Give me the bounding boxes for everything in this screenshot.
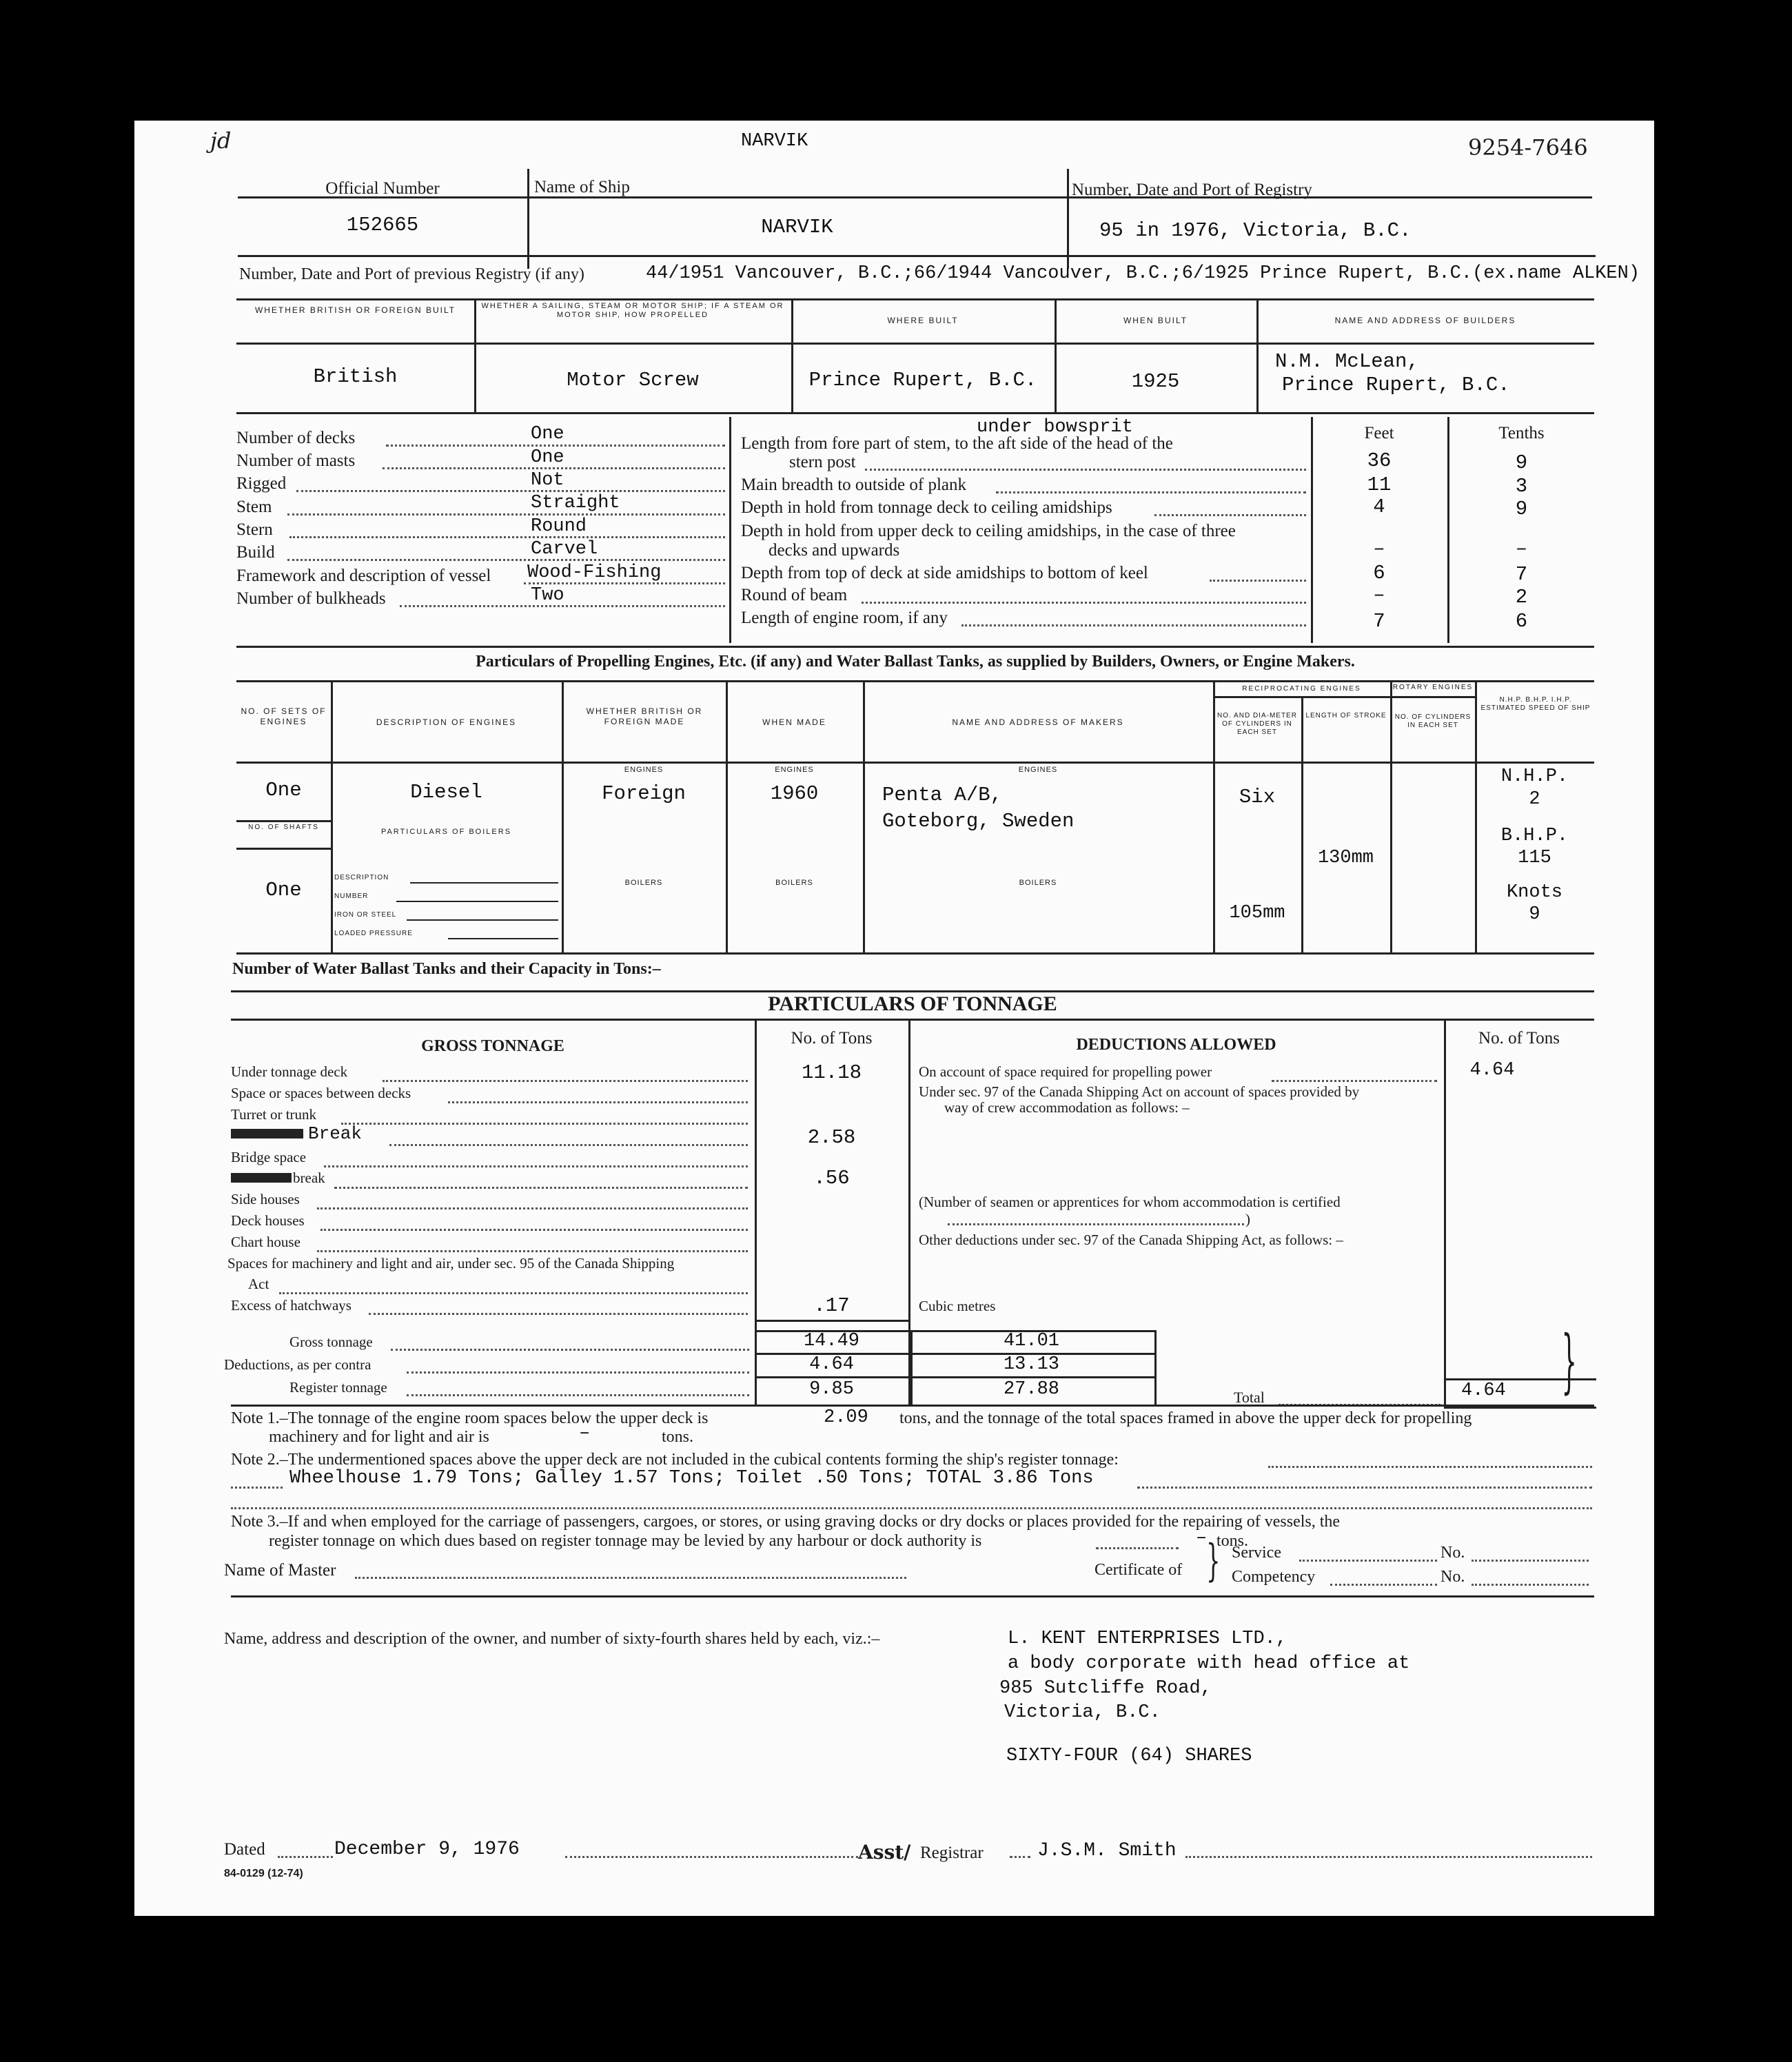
makers-header: NAME AND ADDRESS OF MAKERS: [952, 717, 1124, 727]
deck-houses-label: Deck houses: [231, 1212, 305, 1229]
gross-cubic: 41.01: [1003, 1331, 1059, 1351]
master-label: Name of Master: [224, 1561, 336, 1580]
owner-line-1: L. KENT ENTERPRISES LTD.,: [1008, 1629, 1287, 1649]
breadth-label: Main breadth to outside of plank: [741, 476, 967, 494]
break-label: Break: [308, 1123, 363, 1144]
engine-when-made: 1960: [770, 782, 819, 805]
reference-number: 9254-7646: [1468, 134, 1588, 161]
round-beam-feet: –: [1373, 584, 1385, 606]
detail-bulkheads-label: Number of bulkheads: [236, 589, 386, 608]
length-feet: 36: [1367, 449, 1392, 472]
competency-no-label: No.: [1440, 1568, 1465, 1586]
register-tons: 9.85: [809, 1379, 854, 1400]
depth-keel-feet: 6: [1373, 562, 1385, 584]
under-deck-tons: 11.18: [801, 1061, 862, 1084]
rigged-value: Not: [531, 470, 564, 491]
build-origin: British: [313, 365, 398, 388]
poop-break-label: break: [293, 1170, 325, 1186]
machinery-spaces-label: Spaces for machinery and light and air, under sec. 95 of the Canada Shipping: [227, 1255, 675, 1272]
other-deductions-label: Other deductions under sec. 97 of the Canada Shipping Act, as follows: –: [919, 1232, 1343, 1248]
certificate-label: Certificate of: [1094, 1561, 1183, 1579]
description-header: DESCRIPTION OF ENGINES: [376, 717, 517, 727]
cubic-metres-label: Cubic metres: [919, 1298, 996, 1314]
breadth-tenths: 3: [1515, 475, 1528, 498]
competency-label: Competency: [1232, 1568, 1316, 1586]
ballast-tanks: Number of Water Ballast Tanks and their Capacity in Tons:–: [232, 960, 661, 978]
owner-line-2: a body corporate with head office at: [1008, 1653, 1410, 1674]
propelling-power-label: On account of space required for propelling power: [919, 1063, 1212, 1080]
detail-stem-label: Stem: [236, 498, 272, 516]
registrar-label: Registrar: [920, 1844, 984, 1862]
owner-label: Name, address and description of the owner, and number of sixty-fourth shares held by each, viz.:–: [224, 1630, 880, 1648]
bhp-label: B.H.P.: [1500, 826, 1569, 846]
deduction-cubic: 13.13: [1003, 1354, 1059, 1375]
boilers-particulars-header: PARTICULARS OF BOILERS: [380, 828, 512, 836]
stern-value: Round: [531, 516, 587, 537]
cylinder-diameter: 105mm: [1229, 903, 1285, 923]
seamen-close: ): [1245, 1211, 1250, 1227]
depth-tonnage-feet: 4: [1373, 496, 1385, 518]
gross-tonnage-label: Gross tonnage: [289, 1334, 373, 1350]
depth-keel-label: Depth from top of deck at side amidships to bottom of keel: [741, 564, 1148, 582]
register-form: [134, 121, 1654, 1916]
engine-description: Diesel: [410, 781, 482, 804]
stem-value: Straight: [531, 493, 620, 513]
cylinders-header: NO. AND DIA-METER OF CYLINDERS IN EACH SET: [1217, 712, 1297, 736]
where-built: Prince Rupert, B.C.: [808, 369, 1037, 391]
seamen-label: (Number of seamen or apprentices for whom accommodation is certified: [919, 1194, 1341, 1210]
breadth-feet: 11: [1367, 473, 1392, 496]
where-built-header: WHERE BUILT: [887, 316, 959, 325]
note-2-spaces: Wheelhouse 1.79 Tons; Galley 1.57 Tons; Toilet .50 Tons; TOTAL 3.86 Tons: [289, 1468, 1094, 1489]
engine-origin: Foreign: [602, 782, 686, 805]
detail-decks-label: Number of decks: [236, 429, 356, 447]
boilers-subhead: BOILERS: [624, 879, 663, 887]
bulkheads-value: Two: [531, 585, 564, 606]
knots-label: Knots: [1506, 882, 1562, 903]
cylinder-count: Six: [1239, 786, 1276, 808]
length-label: Length from fore part of stem, to the aft side of the head of the: [741, 434, 1173, 453]
boiler-description-label: DESCRIPTION: [334, 874, 389, 881]
deduction-tons-header: No. of Tons: [1478, 1029, 1560, 1048]
turret-label: Turret or trunk: [231, 1106, 317, 1123]
builders-header: NAME AND ADDRESS OF BUILDERS: [1334, 316, 1516, 325]
registry-label: Number, Date and Port of Registry: [1072, 181, 1312, 199]
boiler-iron-label: IRON OR STEEL: [334, 911, 397, 919]
shafts-count: One: [265, 879, 302, 901]
origin-made-header: WHETHER BRITISH OR FOREIGN MADE: [586, 706, 703, 726]
engines-subhead: ENGINES: [1018, 766, 1058, 774]
stroke-header: LENGTH OF STROKE: [1305, 712, 1387, 719]
power-header: N.H.P. B.H.P. I.H.P. ESTIMATED SPEED OF SHIP: [1480, 696, 1591, 712]
service-no-label: No.: [1440, 1544, 1465, 1562]
boilers-subhead: BOILERS: [1019, 879, 1057, 887]
builder-name: N.M. McLean,: [1275, 350, 1419, 373]
previous-registry: 44/1951 Vancouver, B.C.;66/1944 Vancouver, B.C.;6/1925 Prince Rupert, B.C.(ex.name ALKEN): [646, 263, 1640, 284]
detail-masts-label: Number of masts: [236, 451, 356, 470]
detail-framework-label: Framework and description of vessel: [236, 566, 491, 585]
nhp-label: N.H.P.: [1500, 766, 1569, 787]
service-label: Service: [1232, 1544, 1281, 1562]
boilers-subhead: BOILERS: [775, 879, 813, 887]
note-3-c: tons.: [1216, 1532, 1249, 1550]
asst-label: Asst/: [858, 1841, 911, 1864]
propelling-power-tons: 4.64: [1469, 1060, 1515, 1081]
note-1-b: tons, and the tonnage of the total spaces framed in above the upper deck for propelling: [899, 1409, 1472, 1427]
stroke-length: 130mm: [1317, 848, 1374, 868]
decks-value: One: [531, 424, 564, 445]
deductions-header: DEDUCTIONS ALLOWED: [1076, 1036, 1276, 1054]
depth-tonnage-tenths: 9: [1515, 498, 1528, 520]
gross-tons: 14.49: [803, 1331, 859, 1351]
tenths-header: Tenths: [1498, 424, 1545, 442]
hatchways-tons: .17: [813, 1294, 850, 1317]
maker-name: Penta A/B,: [882, 784, 1003, 806]
depth-keel-tenths: 7: [1515, 563, 1528, 586]
note-3: Note 3.–If and when employed for the carriage of passengers, cargoes, or stores, or using graving docks or dry docks or places provided for the repairing of vessels, the: [231, 1513, 1341, 1531]
brace: }: [1206, 1535, 1221, 1586]
depth-upper-feet: –: [1373, 538, 1385, 560]
struck-text: [231, 1173, 292, 1183]
framework-value: Wood-Fishing: [527, 562, 662, 583]
note-1: Note 1.–The tonnage of the engine room spaces below the upper deck is: [231, 1409, 709, 1427]
note-1-engine-tons: 2.09: [824, 1407, 868, 1428]
builder-address: Prince Rupert, B.C.: [1282, 374, 1510, 396]
bridge-label: Bridge space: [231, 1149, 307, 1165]
registry-value: 95 in 1976, Victoria, B.C.: [1099, 219, 1412, 242]
owner-line-4: Victoria, B.C.: [1004, 1702, 1161, 1723]
date-value: December 9, 1976: [334, 1839, 520, 1860]
chart-house-label: Chart house: [231, 1234, 301, 1250]
ship-name-label: Name of Ship: [534, 178, 630, 196]
propulsion: Motor Screw: [567, 369, 699, 391]
under-deck-label: Under tonnage deck: [231, 1063, 348, 1080]
depth-upper-label: Depth in hold from upper deck to ceiling amidships, in the case of three: [741, 522, 1236, 540]
note-1-c: machinery and for light and air is: [269, 1428, 489, 1446]
note-3-b: register tonnage on which dues based on register tonnage may be levied by any harbour or dock authority is: [269, 1532, 982, 1550]
side-houses-label: Side houses: [231, 1191, 300, 1207]
reciprocating-header: RECIPROCATING ENGINES: [1242, 685, 1361, 693]
register-cubic: 27.88: [1003, 1379, 1059, 1400]
machinery-act-label: Act: [248, 1276, 269, 1292]
poop-break-tons: .56: [813, 1167, 850, 1190]
knots-value: 9: [1529, 904, 1540, 925]
boiler-number-label: NUMBER: [334, 892, 369, 900]
note-1-framed-tons: –: [579, 1423, 591, 1444]
engine-room-tenths: 6: [1515, 610, 1528, 633]
hatchways-label: Excess of hatchways: [231, 1297, 352, 1314]
bowsprit-insert: under bowsprit: [977, 417, 1133, 438]
gross-tonnage-header: GROSS TONNAGE: [421, 1037, 564, 1055]
rotary-header: ROTARY ENGINES: [1392, 684, 1474, 691]
feet-header: Feet: [1364, 424, 1394, 442]
masts-value: One: [531, 447, 564, 468]
build-value: Carvel: [531, 539, 598, 560]
note-2: Note 2.–The undermentioned spaces above the upper deck are not included in the cubical contents forming the ship's register tonnage:: [231, 1451, 1119, 1469]
deductions-contra-label: Deductions, as per contra: [224, 1356, 371, 1373]
struck-text: [231, 1129, 303, 1139]
brace: }: [1561, 1320, 1577, 1401]
note-1-d: tons.: [662, 1428, 694, 1446]
build-origin-header: WHETHER BRITISH OR FOREIGN BUILT: [254, 305, 456, 315]
sets-header: NO. OF SETS OF ENGINES: [241, 706, 327, 726]
depth-tonnage-label: Depth in hold from tonnage deck to ceiling amidships: [741, 498, 1112, 517]
detail-stern-label: Stern: [236, 520, 273, 539]
length-tenths: 9: [1515, 451, 1528, 474]
engines-title: Particulars of Propelling Engines, Etc. (if any) and Water Ballast Tanks, as supplied by Builders, Owners, or Engine Makers.: [476, 653, 1355, 671]
top-ship-name: NARVIK: [741, 131, 808, 152]
engine-room-length-label: Length of engine room, if any: [741, 609, 948, 627]
between-decks-label: Space or spaces between decks: [231, 1085, 411, 1101]
crew-accommodation-label: Under sec. 97 of the Canada Shipping Act on account of spaces provided by: [919, 1083, 1360, 1100]
engine-room-feet: 7: [1373, 610, 1385, 633]
crew-accommodation-label-2: way of crew accommodation as follows: –: [944, 1099, 1190, 1116]
boiler-pressure-label: LOADED PRESSURE: [334, 930, 413, 937]
total-deductions: 4.64: [1461, 1380, 1506, 1401]
depth-upper-label-2: decks and upwards: [768, 541, 900, 560]
maker-address: Goteborg, Sweden: [882, 810, 1075, 833]
ship-name: NARVIK: [761, 216, 833, 238]
engine-sets: One: [265, 779, 302, 802]
official-number-label: Official Number: [325, 179, 440, 198]
rotary-cylinders-header: NO. OF CYLINDERS IN EACH SET: [1394, 713, 1472, 729]
when-built-header: WHEN BUILT: [1123, 316, 1188, 325]
detail-rigged-label: Rigged: [236, 474, 287, 493]
official-number: 152665: [346, 214, 419, 236]
depth-upper-tenths: –: [1515, 538, 1528, 560]
previous-registry-label: Number, Date and Port of previous Registry (if any): [239, 265, 584, 283]
deduction-tons: 4.64: [809, 1354, 854, 1375]
break-tons: 2.58: [807, 1126, 856, 1149]
when-made-header: WHEN MADE: [762, 717, 826, 727]
tonnage-title: PARTICULARS OF TONNAGE: [768, 992, 1057, 1015]
owner-shares: SIXTY-FOUR (64) SHARES: [1006, 1746, 1252, 1766]
engines-subhead: ENGINES: [624, 766, 664, 774]
register-tonnage-label: Register tonnage: [289, 1379, 387, 1396]
engines-subhead: ENGINES: [775, 766, 814, 774]
detail-build-label: Build: [236, 543, 275, 562]
round-beam-label: Round of beam: [741, 586, 848, 604]
note-3-tons: –: [1196, 1528, 1208, 1549]
length-label-2: stern post: [789, 453, 856, 471]
registrar-name: J.S.M. Smith: [1037, 1840, 1177, 1861]
owner-line-3: 985 Sutcliffe Road,: [999, 1678, 1212, 1699]
nhp-value: 2: [1529, 789, 1540, 810]
bhp-value: 115: [1518, 848, 1551, 868]
dated-label: Dated: [224, 1840, 265, 1859]
gross-tons-header: No. of Tons: [791, 1029, 873, 1048]
initials: jd: [210, 127, 232, 154]
total-label: Total: [1234, 1389, 1265, 1406]
propulsion-header: WHETHER A SAILING, STEAM OR MOTOR SHIP; IF A STEAM OR MOTOR SHIP, HOW PROPELLED: [481, 302, 784, 319]
round-beam-tenths: 2: [1515, 586, 1528, 609]
form-number: 84-0129 (12-74): [224, 1868, 303, 1879]
when-built: 1925: [1131, 370, 1180, 393]
shafts-header: NO. OF SHAFTS: [248, 824, 319, 831]
